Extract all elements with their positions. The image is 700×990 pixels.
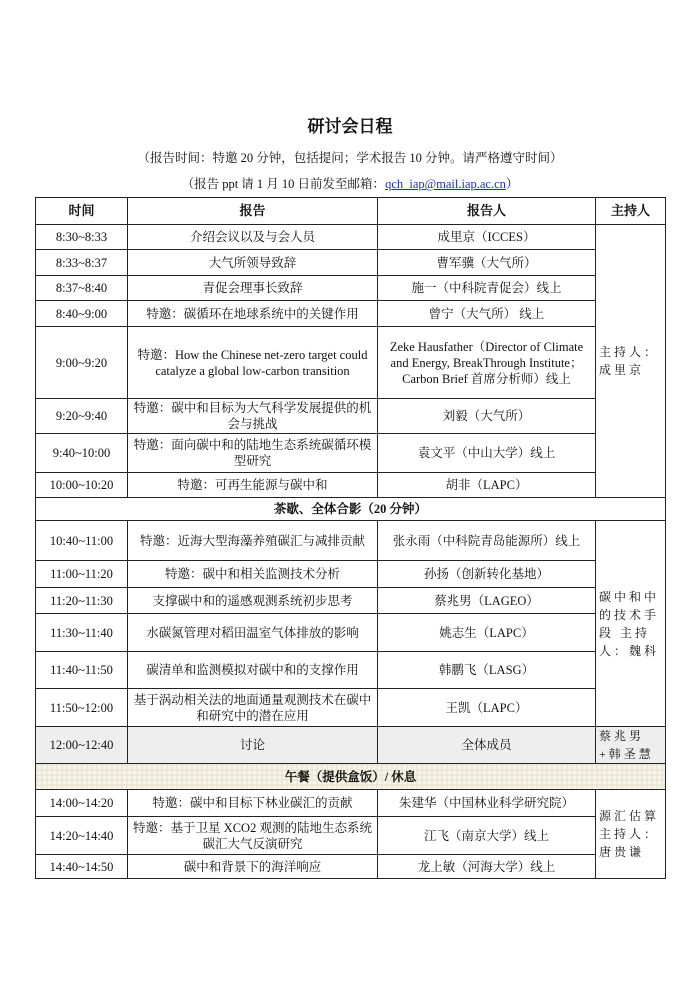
time-cell: 12:00~12:40 [36, 727, 128, 764]
talk-cell: 青促会理事长致辞 [128, 276, 378, 301]
schedule-body [36, 225, 666, 879]
lunch-row [36, 764, 666, 790]
header-host: 主持人 [596, 198, 666, 225]
table-row [36, 561, 666, 588]
schedule-table [35, 197, 666, 879]
time-cell: 9:20~9:40 [36, 399, 128, 434]
talk-cell: 特邀：碳中和相关监测技术分析 [128, 561, 378, 588]
time-cell: 14:20~14:40 [36, 817, 128, 855]
table-row [36, 689, 666, 727]
time-cell: 9:40~10:00 [36, 434, 128, 473]
speaker-cell: 孙扬（创新转化基地） [378, 561, 596, 588]
table-row [36, 817, 666, 855]
table-row [36, 434, 666, 473]
talk-cell: 大气所领导致辞 [128, 250, 378, 276]
time-cell: 11:50~12:00 [36, 689, 128, 727]
lunch-label: 午餐（提供盒饭）/ 休息 [36, 764, 666, 790]
talk-cell: 特邀：面向碳中和的陆地生态系统碳循环模型研究 [128, 434, 378, 473]
speaker-cell: 王凯（LAPC） [378, 689, 596, 727]
talk-cell: 介绍会议以及与会人员 [128, 225, 378, 250]
speaker-cell: 全体成员 [378, 727, 596, 764]
speaker-cell: Zeke Hausfather（Director of Climate and Energy, BreakThrough Institute；Carbon Brief 首席分析师）线上 [378, 327, 596, 399]
table-row [36, 473, 666, 498]
time-cell: 8:40~9:00 [36, 301, 128, 327]
speaker-cell: 蔡兆男（LAGEO） [378, 588, 596, 614]
table-row [36, 225, 666, 250]
speaker-cell: 江飞（南京大学）线上 [378, 817, 596, 855]
header-speaker: 报告人 [378, 198, 596, 225]
table-row [36, 327, 666, 399]
talk-cell: 碳清单和监测模拟对碳中和的支撑作用 [128, 652, 378, 689]
speaker-cell: 韩鹏飞（LASG） [378, 652, 596, 689]
talk-cell: 特邀：碳中和目标下林业碳汇的贡献 [128, 790, 378, 817]
host-cell: 源汇估算 主持人：唐贵谦 [596, 790, 666, 879]
talk-cell: 特邀：碳中和目标为大气科学发展提供的机会与挑战 [128, 399, 378, 434]
table-row [36, 855, 666, 879]
table-header-row [36, 198, 666, 225]
ppt-notice [0, 174, 700, 192]
time-cell: 14:00~14:20 [36, 790, 128, 817]
header-talk: 报告 [128, 198, 378, 225]
host-cell: 碳中和中的技术手段 主持人：魏科 [596, 521, 666, 727]
time-cell: 11:30~11:40 [36, 614, 128, 652]
talk-cell: 支撑碳中和的遥感观测系统初步思考 [128, 588, 378, 614]
host-cell: 主持人：成里京 [596, 225, 666, 498]
time-cell: 11:00~11:20 [36, 561, 128, 588]
disc-row [36, 727, 666, 764]
speaker-cell: 刘毅（大气所） [378, 399, 596, 434]
table-row [36, 250, 666, 276]
speaker-cell: 袁文平（中山大学）线上 [378, 434, 596, 473]
talk-cell: 特邀：基于卫星 XCO2 观测的陆地生态系统碳汇大气反演研究 [128, 817, 378, 855]
talk-cell: 讨论 [128, 727, 378, 764]
table-row [36, 276, 666, 301]
speaker-cell: 张永雨（中科院青岛能源所）线上 [378, 521, 596, 561]
time-cell: 10:00~10:20 [36, 473, 128, 498]
talk-cell: 水碳氮管理对稻田温室气体排放的影响 [128, 614, 378, 652]
time-cell: 8:37~8:40 [36, 276, 128, 301]
speaker-cell: 胡非（LAPC） [378, 473, 596, 498]
speaker-cell: 施一（中科院青促会）线上 [378, 276, 596, 301]
speaker-cell: 成里京（ICCES） [378, 225, 596, 250]
speaker-cell: 曹军骥（大气所） [378, 250, 596, 276]
table-row [36, 301, 666, 327]
table-row [36, 614, 666, 652]
time-cell: 11:40~11:50 [36, 652, 128, 689]
break-label: 茶歇、全体合影（20 分钟） [36, 498, 666, 521]
speaker-cell: 龙上敏（河海大学）线上 [378, 855, 596, 879]
speaker-cell: 曾宁（大气所） 线上 [378, 301, 596, 327]
ppt-notice-suffix: ） [505, 177, 519, 191]
talk-cell: 基于涡动相关法的地面通量观测技术在碳中和研究中的潜在应用 [128, 689, 378, 727]
time-notice: （报告时间：特邀 20 分钟，包括提问；学术报告 10 分钟。请严格遵守时间） [137, 151, 563, 165]
break-row [36, 498, 666, 521]
talk-cell: 特邀：近海大型海藻养殖碳汇与减排贡献 [128, 521, 378, 561]
talk-cell: 特邀：How the Chinese net-zero target could catalyze a global low-carbon transition [128, 327, 378, 399]
table-row [36, 790, 666, 817]
time-cell: 8:33~8:37 [36, 250, 128, 276]
time-cell: 10:40~11:00 [36, 521, 128, 561]
talk-cell: 碳中和背景下的海洋响应 [128, 855, 378, 879]
page-title: 研讨会日程 [307, 117, 393, 136]
table-row [36, 399, 666, 434]
time-cell: 14:40~14:50 [36, 855, 128, 879]
talk-cell: 特邀：碳循环在地球系统中的关键作用 [128, 301, 378, 327]
speaker-cell: 姚志生（LAPC） [378, 614, 596, 652]
speaker-cell: 朱建华（中国林业科学研究院） [378, 790, 596, 817]
time-cell: 8:30~8:33 [36, 225, 128, 250]
table-row [36, 652, 666, 689]
table-row [36, 521, 666, 561]
time-cell: 11:20~11:30 [36, 588, 128, 614]
table-row [36, 588, 666, 614]
time-cell: 9:00~9:20 [36, 327, 128, 399]
header-time: 时间 [36, 198, 128, 225]
ppt-notice-prefix: （报告 ppt 请 1 月 10 日前发至邮箱： [181, 177, 386, 191]
host-cell: 蔡兆男+韩圣慧 [596, 727, 666, 764]
talk-cell: 特邀：可再生能源与碳中和 [128, 473, 378, 498]
email-link[interactable]: qch_iap@mail.iap.ac.cn [385, 177, 506, 191]
